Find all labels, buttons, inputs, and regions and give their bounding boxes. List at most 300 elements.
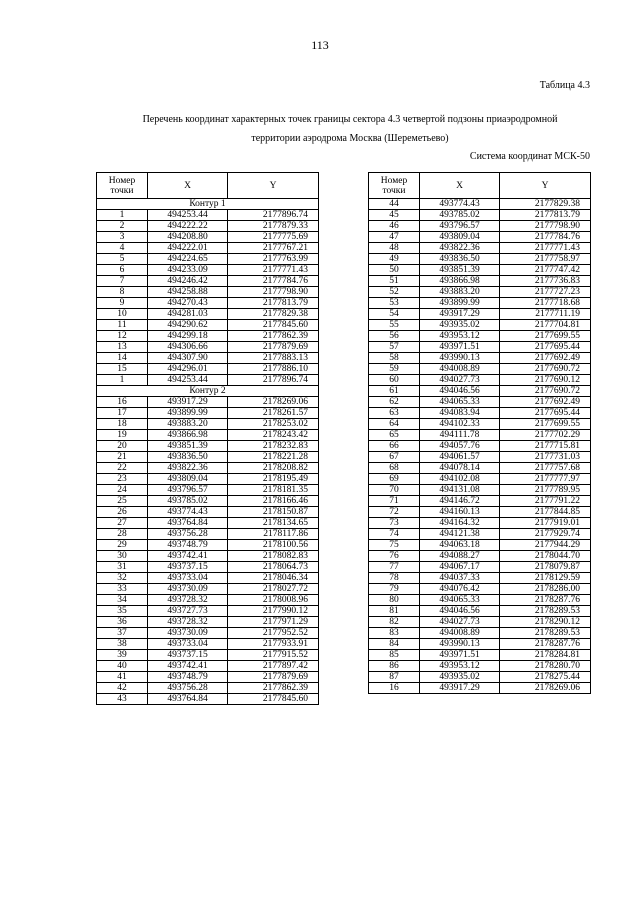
header-y: Y (228, 173, 319, 199)
y-coordinate-cell: 2177844.85 (500, 507, 591, 518)
x-coordinate-cell: 493971.51 (420, 342, 500, 353)
x-coordinate-cell: 493990.13 (420, 353, 500, 364)
x-coordinate-cell: 493774.43 (148, 507, 228, 518)
point-number-cell: 81 (369, 606, 420, 617)
table-row (369, 606, 591, 617)
point-number-cell: 11 (97, 320, 148, 331)
y-coordinate-cell: 2178287.76 (500, 639, 591, 650)
table-row (369, 320, 591, 331)
contour-label: Контур 1 (97, 199, 319, 210)
y-coordinate-cell: 2177775.69 (228, 232, 319, 243)
table-row (97, 628, 319, 639)
y-coordinate-cell: 2177690.72 (500, 364, 591, 375)
table-row (369, 672, 591, 683)
table-row (97, 353, 319, 364)
x-coordinate-cell: 494290.62 (148, 320, 228, 331)
x-coordinate-cell: 494061.57 (420, 452, 500, 463)
table-row (97, 650, 319, 661)
point-number-cell: 85 (369, 650, 420, 661)
point-number-cell: 55 (369, 320, 420, 331)
point-number-cell: 66 (369, 441, 420, 452)
table-row (369, 628, 591, 639)
point-number-cell: 7 (97, 276, 148, 287)
point-number-cell: 24 (97, 485, 148, 496)
contour-header-row (97, 386, 319, 397)
table-row (97, 287, 319, 298)
point-number-cell: 74 (369, 529, 420, 540)
table-row (97, 551, 319, 562)
y-coordinate-cell: 2177990.12 (228, 606, 319, 617)
y-coordinate-cell: 2177929.74 (500, 529, 591, 540)
table-row (97, 210, 319, 221)
point-number-cell: 49 (369, 254, 420, 265)
point-number-cell: 16 (369, 683, 420, 694)
x-coordinate-cell: 494008.89 (420, 628, 500, 639)
point-number-cell: 38 (97, 639, 148, 650)
point-number-cell: 50 (369, 265, 420, 276)
y-coordinate-cell: 2178150.87 (228, 507, 319, 518)
header-x: X (148, 173, 228, 199)
table-row (369, 265, 591, 276)
point-number-cell: 13 (97, 342, 148, 353)
y-coordinate-cell: 2178221.28 (228, 452, 319, 463)
coordinate-system-label: Система координат МСК-50 (469, 151, 590, 162)
table-row (369, 276, 591, 287)
table-number: Таблица 4.3 (539, 80, 590, 91)
y-coordinate-cell: 2177789.95 (500, 485, 591, 496)
x-coordinate-cell: 493737.15 (148, 562, 228, 573)
x-coordinate-cell: 493953.12 (420, 331, 500, 342)
x-coordinate-cell: 493737.15 (148, 650, 228, 661)
x-coordinate-cell: 494078.14 (420, 463, 500, 474)
y-coordinate-cell: 2177711.19 (500, 309, 591, 320)
table-row (369, 661, 591, 672)
x-coordinate-cell: 494063.18 (420, 540, 500, 551)
x-coordinate-cell: 494208.80 (148, 232, 228, 243)
y-coordinate-cell: 2177704.81 (500, 320, 591, 331)
y-coordinate-cell: 2177747.42 (500, 265, 591, 276)
table-row (369, 243, 591, 254)
table-row (369, 298, 591, 309)
table-body-left (97, 199, 319, 705)
x-coordinate-cell: 494258.88 (148, 287, 228, 298)
point-number-cell: 37 (97, 628, 148, 639)
point-number-cell: 78 (369, 573, 420, 584)
x-coordinate-cell: 494253.44 (148, 375, 228, 386)
x-coordinate-cell: 494067.17 (420, 562, 500, 573)
x-coordinate-cell: 493851.39 (148, 441, 228, 452)
table-row (369, 650, 591, 661)
point-number-cell: 64 (369, 419, 420, 430)
x-coordinate-cell: 494224.65 (148, 254, 228, 265)
y-coordinate-cell: 2177897.42 (228, 661, 319, 672)
table-row (97, 683, 319, 694)
y-coordinate-cell: 2177933.91 (228, 639, 319, 650)
point-number-cell: 51 (369, 276, 420, 287)
point-number-cell: 65 (369, 430, 420, 441)
table-row (369, 540, 591, 551)
point-number-cell: 3 (97, 232, 148, 243)
table-row (369, 331, 591, 342)
x-coordinate-cell: 493883.20 (148, 419, 228, 430)
x-coordinate-cell: 493899.99 (420, 298, 500, 309)
header-number-line2: точки (110, 185, 134, 196)
caption-line-2: территории аэродрома Москва (Шереметьево) (251, 133, 449, 144)
point-number-cell: 17 (97, 408, 148, 419)
table-row (97, 430, 319, 441)
point-number-cell: 31 (97, 562, 148, 573)
y-coordinate-cell: 2177829.38 (500, 199, 591, 210)
table-row (369, 441, 591, 452)
y-coordinate-cell: 2177692.49 (500, 397, 591, 408)
point-number-cell: 69 (369, 474, 420, 485)
y-coordinate-cell: 2178287.76 (500, 595, 591, 606)
table-row (369, 375, 591, 386)
x-coordinate-cell: 493917.29 (148, 397, 228, 408)
y-coordinate-cell: 2177845.60 (228, 320, 319, 331)
x-coordinate-cell: 494065.33 (420, 595, 500, 606)
point-number-cell: 39 (97, 650, 148, 661)
x-coordinate-cell: 494222.01 (148, 243, 228, 254)
table-row (97, 309, 319, 320)
point-number-cell: 80 (369, 595, 420, 606)
y-coordinate-cell: 2177879.69 (228, 672, 319, 683)
point-number-cell: 20 (97, 441, 148, 452)
table-row (97, 573, 319, 584)
table-row (369, 364, 591, 375)
x-coordinate-cell: 493899.99 (148, 408, 228, 419)
point-number-cell: 30 (97, 551, 148, 562)
x-coordinate-cell: 494253.44 (148, 210, 228, 221)
y-coordinate-cell: 2178008.96 (228, 595, 319, 606)
point-number-cell: 15 (97, 364, 148, 375)
table-row (369, 342, 591, 353)
point-number-cell: 16 (97, 397, 148, 408)
table-row (97, 452, 319, 463)
table-row (97, 518, 319, 529)
y-coordinate-cell: 2177758.97 (500, 254, 591, 265)
point-number-cell: 70 (369, 485, 420, 496)
y-coordinate-cell: 2177702.29 (500, 430, 591, 441)
table-row (97, 441, 319, 452)
table-row (97, 375, 319, 386)
x-coordinate-cell: 494121.38 (420, 529, 500, 540)
x-coordinate-cell: 494222.22 (148, 221, 228, 232)
y-coordinate-cell: 2177690.12 (500, 375, 591, 386)
table-row (97, 463, 319, 474)
table-row (97, 254, 319, 265)
table-row (97, 529, 319, 540)
y-coordinate-cell: 2177879.69 (228, 342, 319, 353)
y-coordinate-cell: 2178232.83 (228, 441, 319, 452)
point-number-cell: 4 (97, 243, 148, 254)
x-coordinate-cell: 493730.09 (148, 628, 228, 639)
x-coordinate-cell: 493971.51 (420, 650, 500, 661)
y-coordinate-cell: 2177798.90 (500, 221, 591, 232)
point-number-cell: 83 (369, 628, 420, 639)
table-row (369, 518, 591, 529)
point-number-cell: 77 (369, 562, 420, 573)
point-number-cell: 84 (369, 639, 420, 650)
y-coordinate-cell: 2177699.55 (500, 419, 591, 430)
table-row (369, 496, 591, 507)
x-coordinate-cell: 493756.28 (148, 683, 228, 694)
point-number-cell: 23 (97, 474, 148, 485)
table-row (97, 584, 319, 595)
coordinates-table-right (368, 172, 591, 694)
x-coordinate-cell: 493990.13 (420, 639, 500, 650)
point-number-cell: 44 (369, 199, 420, 210)
table-row (369, 221, 591, 232)
x-coordinate-cell: 493935.02 (420, 320, 500, 331)
table-row (369, 551, 591, 562)
table-row (97, 232, 319, 243)
y-coordinate-cell: 2177829.38 (228, 309, 319, 320)
table-row (97, 419, 319, 430)
y-coordinate-cell: 2177791.22 (500, 496, 591, 507)
point-number-cell: 54 (369, 309, 420, 320)
point-number-cell: 34 (97, 595, 148, 606)
table-row (97, 562, 319, 573)
point-number-cell: 56 (369, 331, 420, 342)
y-coordinate-cell: 2177731.03 (500, 452, 591, 463)
y-coordinate-cell: 2177862.39 (228, 683, 319, 694)
table-row (369, 562, 591, 573)
point-number-cell: 6 (97, 265, 148, 276)
point-number-cell: 41 (97, 672, 148, 683)
y-coordinate-cell: 2177952.52 (228, 628, 319, 639)
table-row (369, 452, 591, 463)
y-coordinate-cell: 2178027.72 (228, 584, 319, 595)
point-number-cell: 35 (97, 606, 148, 617)
y-coordinate-cell: 2177771.43 (228, 265, 319, 276)
table-row (369, 199, 591, 210)
y-coordinate-cell: 2177862.39 (228, 331, 319, 342)
x-coordinate-cell: 494083.94 (420, 408, 500, 419)
x-coordinate-cell: 493733.04 (148, 573, 228, 584)
x-coordinate-cell: 493883.20 (420, 287, 500, 298)
x-coordinate-cell: 494065.33 (420, 397, 500, 408)
table-row (369, 232, 591, 243)
point-number-cell: 71 (369, 496, 420, 507)
x-coordinate-cell: 494037.33 (420, 573, 500, 584)
table-row (97, 408, 319, 419)
table-row (369, 507, 591, 518)
x-coordinate-cell: 494233.09 (148, 265, 228, 276)
x-coordinate-cell: 494146.72 (420, 496, 500, 507)
x-coordinate-cell: 493851.39 (420, 265, 500, 276)
table-row (369, 287, 591, 298)
point-number-cell: 53 (369, 298, 420, 309)
x-coordinate-cell: 494111.78 (420, 430, 500, 441)
y-coordinate-cell: 2178046.34 (228, 573, 319, 584)
y-coordinate-cell: 2177736.83 (500, 276, 591, 287)
table-row (369, 683, 591, 694)
table-row (369, 408, 591, 419)
table-row (369, 573, 591, 584)
table-row (97, 320, 319, 331)
point-number-cell: 46 (369, 221, 420, 232)
table-row (97, 364, 319, 375)
y-coordinate-cell: 2178289.53 (500, 606, 591, 617)
point-number-cell: 29 (97, 540, 148, 551)
table-row (97, 265, 319, 276)
x-coordinate-cell: 494164.32 (420, 518, 500, 529)
point-number-cell: 25 (97, 496, 148, 507)
table-row (97, 507, 319, 518)
y-coordinate-cell: 2177763.99 (228, 254, 319, 265)
x-coordinate-cell: 493774.43 (420, 199, 500, 210)
point-number-cell: 40 (97, 661, 148, 672)
x-coordinate-cell: 493756.28 (148, 529, 228, 540)
point-number-cell: 86 (369, 661, 420, 672)
point-number-cell: 59 (369, 364, 420, 375)
y-coordinate-cell: 2178100.56 (228, 540, 319, 551)
point-number-cell: 8 (97, 287, 148, 298)
y-coordinate-cell: 2177896.74 (228, 375, 319, 386)
header-point-number (97, 173, 148, 199)
y-coordinate-cell: 2177695.44 (500, 408, 591, 419)
y-coordinate-cell: 2178269.06 (500, 683, 591, 694)
x-coordinate-cell: 494027.73 (420, 375, 500, 386)
point-number-cell: 1 (97, 375, 148, 386)
table-header-row (369, 173, 591, 199)
x-coordinate-cell: 494057.76 (420, 441, 500, 452)
y-coordinate-cell: 2178044.70 (500, 551, 591, 562)
table-row (97, 397, 319, 408)
x-coordinate-cell: 493935.02 (420, 672, 500, 683)
table-row (369, 353, 591, 364)
table-row (369, 595, 591, 606)
x-coordinate-cell: 493836.50 (420, 254, 500, 265)
point-number-cell: 43 (97, 694, 148, 705)
point-number-cell: 26 (97, 507, 148, 518)
header-x: X (420, 173, 500, 199)
point-number-cell: 22 (97, 463, 148, 474)
x-coordinate-cell: 494046.56 (420, 386, 500, 397)
x-coordinate-cell: 494131.08 (420, 485, 500, 496)
x-coordinate-cell: 493917.29 (420, 309, 500, 320)
table-row (97, 496, 319, 507)
table-body-right (369, 199, 591, 694)
x-coordinate-cell: 493748.79 (148, 540, 228, 551)
table-row (97, 485, 319, 496)
x-coordinate-cell: 494296.01 (148, 364, 228, 375)
point-number-cell: 14 (97, 353, 148, 364)
x-coordinate-cell: 493785.02 (148, 496, 228, 507)
y-coordinate-cell: 2178253.02 (228, 419, 319, 430)
table-row (97, 342, 319, 353)
header-point-number (369, 173, 420, 199)
y-coordinate-cell: 2178181.35 (228, 485, 319, 496)
x-coordinate-cell: 493764.84 (148, 694, 228, 705)
point-number-cell: 12 (97, 331, 148, 342)
y-coordinate-cell: 2177718.68 (500, 298, 591, 309)
x-coordinate-cell: 493796.57 (148, 485, 228, 496)
y-coordinate-cell: 2177813.79 (228, 298, 319, 309)
point-number-cell: 10 (97, 309, 148, 320)
y-coordinate-cell: 2177798.90 (228, 287, 319, 298)
y-coordinate-cell: 2177715.81 (500, 441, 591, 452)
y-coordinate-cell: 2177777.97 (500, 474, 591, 485)
x-coordinate-cell: 494307.90 (148, 353, 228, 364)
table-row (97, 639, 319, 650)
table-row (369, 210, 591, 221)
y-coordinate-cell: 2178284.81 (500, 650, 591, 661)
table-row (97, 694, 319, 705)
x-coordinate-cell: 494046.56 (420, 606, 500, 617)
y-coordinate-cell: 2177971.29 (228, 617, 319, 628)
x-coordinate-cell: 494281.03 (148, 309, 228, 320)
y-coordinate-cell: 2178064.73 (228, 562, 319, 573)
point-number-cell: 1 (97, 210, 148, 221)
point-number-cell: 76 (369, 551, 420, 562)
y-coordinate-cell: 2177813.79 (500, 210, 591, 221)
x-coordinate-cell: 494299.18 (148, 331, 228, 342)
y-coordinate-cell: 2178134.65 (228, 518, 319, 529)
x-coordinate-cell: 493728.32 (148, 595, 228, 606)
y-coordinate-cell: 2177767.21 (228, 243, 319, 254)
point-number-cell: 79 (369, 584, 420, 595)
point-number-cell: 32 (97, 573, 148, 584)
x-coordinate-cell: 493866.98 (148, 430, 228, 441)
point-number-cell: 73 (369, 518, 420, 529)
x-coordinate-cell: 494270.43 (148, 298, 228, 309)
y-coordinate-cell: 2178261.57 (228, 408, 319, 419)
header-number-line2: точки (382, 185, 406, 196)
x-coordinate-cell: 494027.73 (420, 617, 500, 628)
x-coordinate-cell: 493822.36 (420, 243, 500, 254)
table-row (369, 386, 591, 397)
x-coordinate-cell: 494076.42 (420, 584, 500, 595)
table-row (97, 276, 319, 287)
point-number-cell: 58 (369, 353, 420, 364)
table-header-row (97, 173, 319, 199)
contour-header-row (97, 199, 319, 210)
point-number-cell: 52 (369, 287, 420, 298)
point-number-cell: 62 (369, 397, 420, 408)
point-number-cell: 61 (369, 386, 420, 397)
point-number-cell: 60 (369, 375, 420, 386)
x-coordinate-cell: 494160.13 (420, 507, 500, 518)
table-row (369, 463, 591, 474)
table-row (369, 430, 591, 441)
x-coordinate-cell: 493742.41 (148, 661, 228, 672)
x-coordinate-cell: 494246.42 (148, 276, 228, 287)
y-coordinate-cell: 2177784.76 (228, 276, 319, 287)
x-coordinate-cell: 493742.41 (148, 551, 228, 562)
table-row (97, 298, 319, 309)
table-row (369, 254, 591, 265)
y-coordinate-cell: 2178208.82 (228, 463, 319, 474)
point-number-cell: 68 (369, 463, 420, 474)
point-number-cell: 19 (97, 430, 148, 441)
page-number: 113 (311, 38, 329, 52)
y-coordinate-cell: 2178243.42 (228, 430, 319, 441)
y-coordinate-cell: 2178079.87 (500, 562, 591, 573)
x-coordinate-cell: 494008.89 (420, 364, 500, 375)
y-coordinate-cell: 2178280.70 (500, 661, 591, 672)
x-coordinate-cell: 493809.04 (420, 232, 500, 243)
x-coordinate-cell: 493836.50 (148, 452, 228, 463)
point-number-cell: 18 (97, 419, 148, 430)
y-coordinate-cell: 2177784.76 (500, 232, 591, 243)
y-coordinate-cell: 2177883.13 (228, 353, 319, 364)
table-caption (70, 110, 630, 148)
point-number-cell: 75 (369, 540, 420, 551)
x-coordinate-cell: 494102.33 (420, 419, 500, 430)
x-coordinate-cell: 493733.04 (148, 639, 228, 650)
